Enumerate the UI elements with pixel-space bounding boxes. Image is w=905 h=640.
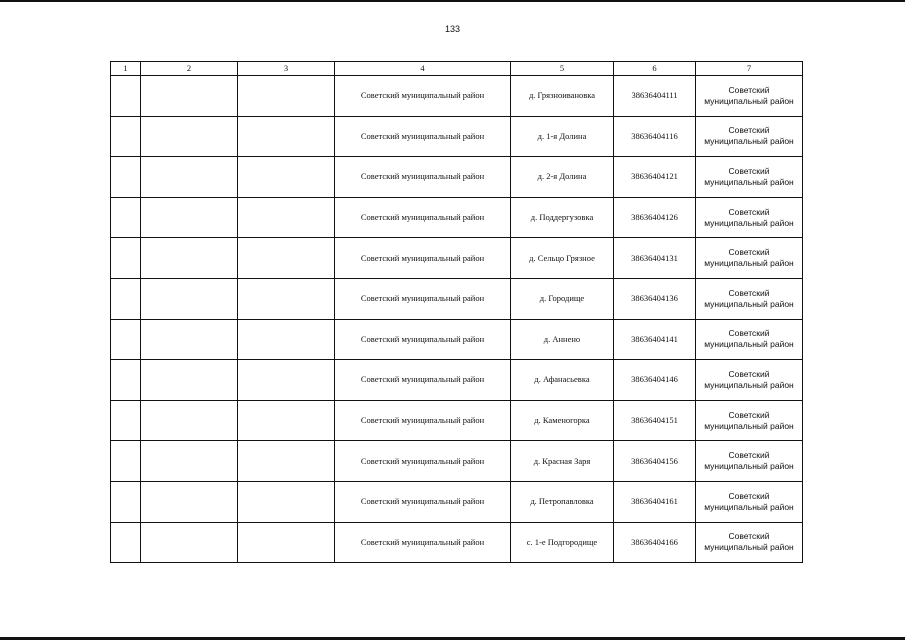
cell-col-5: д. Красная Заря xyxy=(511,441,614,482)
cell-col-2 xyxy=(141,238,238,279)
cell-col-7-line-1: Советский xyxy=(728,450,770,461)
table-row xyxy=(111,157,803,198)
cell-col-7 xyxy=(696,278,803,319)
header-col-7: 7 xyxy=(696,62,803,76)
header-col-5: 5 xyxy=(511,62,614,76)
cell-col-5: д. Анненo xyxy=(511,319,614,360)
cell-col-7-line-2: муниципальный район xyxy=(704,258,794,269)
cell-col-3 xyxy=(238,76,335,117)
cell-col-3 xyxy=(238,441,335,482)
cell-col-5: д. 2-я Долина xyxy=(511,157,614,198)
cell-col-7-line-1: Советский xyxy=(728,125,770,136)
cell-col-3 xyxy=(238,116,335,157)
cell-col-7 xyxy=(696,481,803,522)
cell-col-6: 38636404126 xyxy=(614,197,696,238)
cell-col-5: д. 1-я Долина xyxy=(511,116,614,157)
page-number: 133 xyxy=(444,24,461,34)
cell-col-7 xyxy=(696,400,803,441)
table-row xyxy=(111,522,803,563)
cell-col-1 xyxy=(111,157,141,198)
cell-col-6: 38636404141 xyxy=(614,319,696,360)
cell-col-6: 38636404111 xyxy=(614,76,696,117)
cell-col-7-line-2: муниципальный район xyxy=(704,298,794,309)
cell-col-2 xyxy=(141,76,238,117)
cell-col-4: Советский муниципальный район xyxy=(335,441,511,482)
cell-col-3 xyxy=(238,400,335,441)
table-row xyxy=(111,441,803,482)
cell-col-5: д. Городище xyxy=(511,278,614,319)
cell-col-1 xyxy=(111,522,141,563)
cell-col-4: Советский муниципальный район xyxy=(335,76,511,117)
cell-col-4: Советский муниципальный район xyxy=(335,319,511,360)
cell-col-2 xyxy=(141,278,238,319)
table-row xyxy=(111,238,803,279)
cell-col-4: Советский муниципальный район xyxy=(335,157,511,198)
cell-col-7-line-2: муниципальный район xyxy=(704,136,794,147)
cell-col-2 xyxy=(141,116,238,157)
cell-col-6: 38636404121 xyxy=(614,157,696,198)
cell-col-6: 38636404136 xyxy=(614,278,696,319)
cell-col-2 xyxy=(141,197,238,238)
cell-col-1 xyxy=(111,278,141,319)
cell-col-6: 38636404161 xyxy=(614,481,696,522)
register-table xyxy=(110,61,803,563)
cell-col-1 xyxy=(111,76,141,117)
cell-col-7 xyxy=(696,238,803,279)
cell-col-4: Советский муниципальный район xyxy=(335,522,511,563)
table-row xyxy=(111,197,803,238)
cell-col-5: д. Петропавловка xyxy=(511,481,614,522)
cell-col-7 xyxy=(696,157,803,198)
cell-col-3 xyxy=(238,522,335,563)
cell-col-1 xyxy=(111,441,141,482)
table-row xyxy=(111,360,803,401)
cell-col-7 xyxy=(696,319,803,360)
cell-col-7-line-2: муниципальный район xyxy=(704,501,794,512)
header-col-3: 3 xyxy=(238,62,335,76)
cell-col-4: Советский муниципальный район xyxy=(335,278,511,319)
cell-col-7-line-2: муниципальный район xyxy=(704,420,794,431)
cell-col-4: Советский муниципальный район xyxy=(335,360,511,401)
cell-col-2 xyxy=(141,522,238,563)
cell-col-2 xyxy=(141,481,238,522)
cell-col-7-line-2: муниципальный район xyxy=(704,217,794,228)
cell-col-5: д. Сельцо Грязное xyxy=(511,238,614,279)
header-col-1: 1 xyxy=(111,62,141,76)
cell-col-7-line-1: Советский xyxy=(728,368,770,379)
header-col-6: 6 xyxy=(614,62,696,76)
cell-col-3 xyxy=(238,319,335,360)
cell-col-7-line-1: Советский xyxy=(728,328,770,339)
cell-col-1 xyxy=(111,197,141,238)
cell-col-7-line-2: муниципальный район xyxy=(704,95,794,106)
cell-col-2 xyxy=(141,157,238,198)
cell-col-7-line-1: Советский xyxy=(728,165,770,176)
cell-col-6: 38636404131 xyxy=(614,238,696,279)
table-header-row xyxy=(111,62,803,76)
cell-col-7-line-2: муниципальный район xyxy=(704,379,794,390)
cell-col-3 xyxy=(238,197,335,238)
cell-col-3 xyxy=(238,238,335,279)
cell-col-3 xyxy=(238,157,335,198)
cell-col-1 xyxy=(111,238,141,279)
table-row xyxy=(111,319,803,360)
page-top-border xyxy=(0,0,905,2)
cell-col-6: 38636404151 xyxy=(614,400,696,441)
table-row xyxy=(111,400,803,441)
cell-col-3 xyxy=(238,360,335,401)
cell-col-6: 38636404116 xyxy=(614,116,696,157)
table-body xyxy=(111,76,803,563)
cell-col-2 xyxy=(141,400,238,441)
cell-col-5: с. 1-е Подгородище xyxy=(511,522,614,563)
cell-col-7 xyxy=(696,116,803,157)
header-col-2: 2 xyxy=(141,62,238,76)
cell-col-2 xyxy=(141,441,238,482)
cell-col-5: д. Грязноивановка xyxy=(511,76,614,117)
cell-col-7-line-1: Советский xyxy=(728,84,770,95)
cell-col-4: Советский муниципальный район xyxy=(335,116,511,157)
table-row xyxy=(111,76,803,117)
cell-col-7-line-1: Советский xyxy=(728,287,770,298)
header-col-4: 4 xyxy=(335,62,511,76)
cell-col-7-line-2: муниципальный район xyxy=(704,339,794,350)
cell-col-7 xyxy=(696,441,803,482)
cell-col-6: 38636404166 xyxy=(614,522,696,563)
table-row xyxy=(111,278,803,319)
cell-col-1 xyxy=(111,360,141,401)
cell-col-4: Советский муниципальный район xyxy=(335,197,511,238)
table-row xyxy=(111,116,803,157)
cell-col-1 xyxy=(111,481,141,522)
cell-col-7-line-1: Советский xyxy=(728,247,770,258)
cell-col-1 xyxy=(111,319,141,360)
cell-col-5: д. Афанасьевка xyxy=(511,360,614,401)
cell-col-7-line-2: муниципальный район xyxy=(704,461,794,472)
table-row xyxy=(111,481,803,522)
cell-col-7-line-1: Советский xyxy=(728,409,770,420)
cell-col-6: 38636404156 xyxy=(614,441,696,482)
cell-col-7-line-1: Советский xyxy=(728,206,770,217)
cell-col-7-line-2: муниципальный район xyxy=(704,176,794,187)
cell-col-4: Советский муниципальный район xyxy=(335,481,511,522)
cell-col-7 xyxy=(696,197,803,238)
cell-col-2 xyxy=(141,319,238,360)
cell-col-3 xyxy=(238,278,335,319)
cell-col-4: Советский муниципальный район xyxy=(335,238,511,279)
cell-col-7 xyxy=(696,76,803,117)
cell-col-7-line-1: Советский xyxy=(728,531,770,542)
cell-col-7 xyxy=(696,360,803,401)
cell-col-7 xyxy=(696,522,803,563)
cell-col-7-line-1: Советский xyxy=(728,490,770,501)
cell-col-4: Советский муниципальный район xyxy=(335,400,511,441)
cell-col-1 xyxy=(111,116,141,157)
cell-col-5: д. Каменогорка xyxy=(511,400,614,441)
cell-col-5: д. Поддергузовка xyxy=(511,197,614,238)
cell-col-3 xyxy=(238,481,335,522)
cell-col-1 xyxy=(111,400,141,441)
cell-col-7-line-2: муниципальный район xyxy=(704,542,794,553)
cell-col-6: 38636404146 xyxy=(614,360,696,401)
cell-col-2 xyxy=(141,360,238,401)
